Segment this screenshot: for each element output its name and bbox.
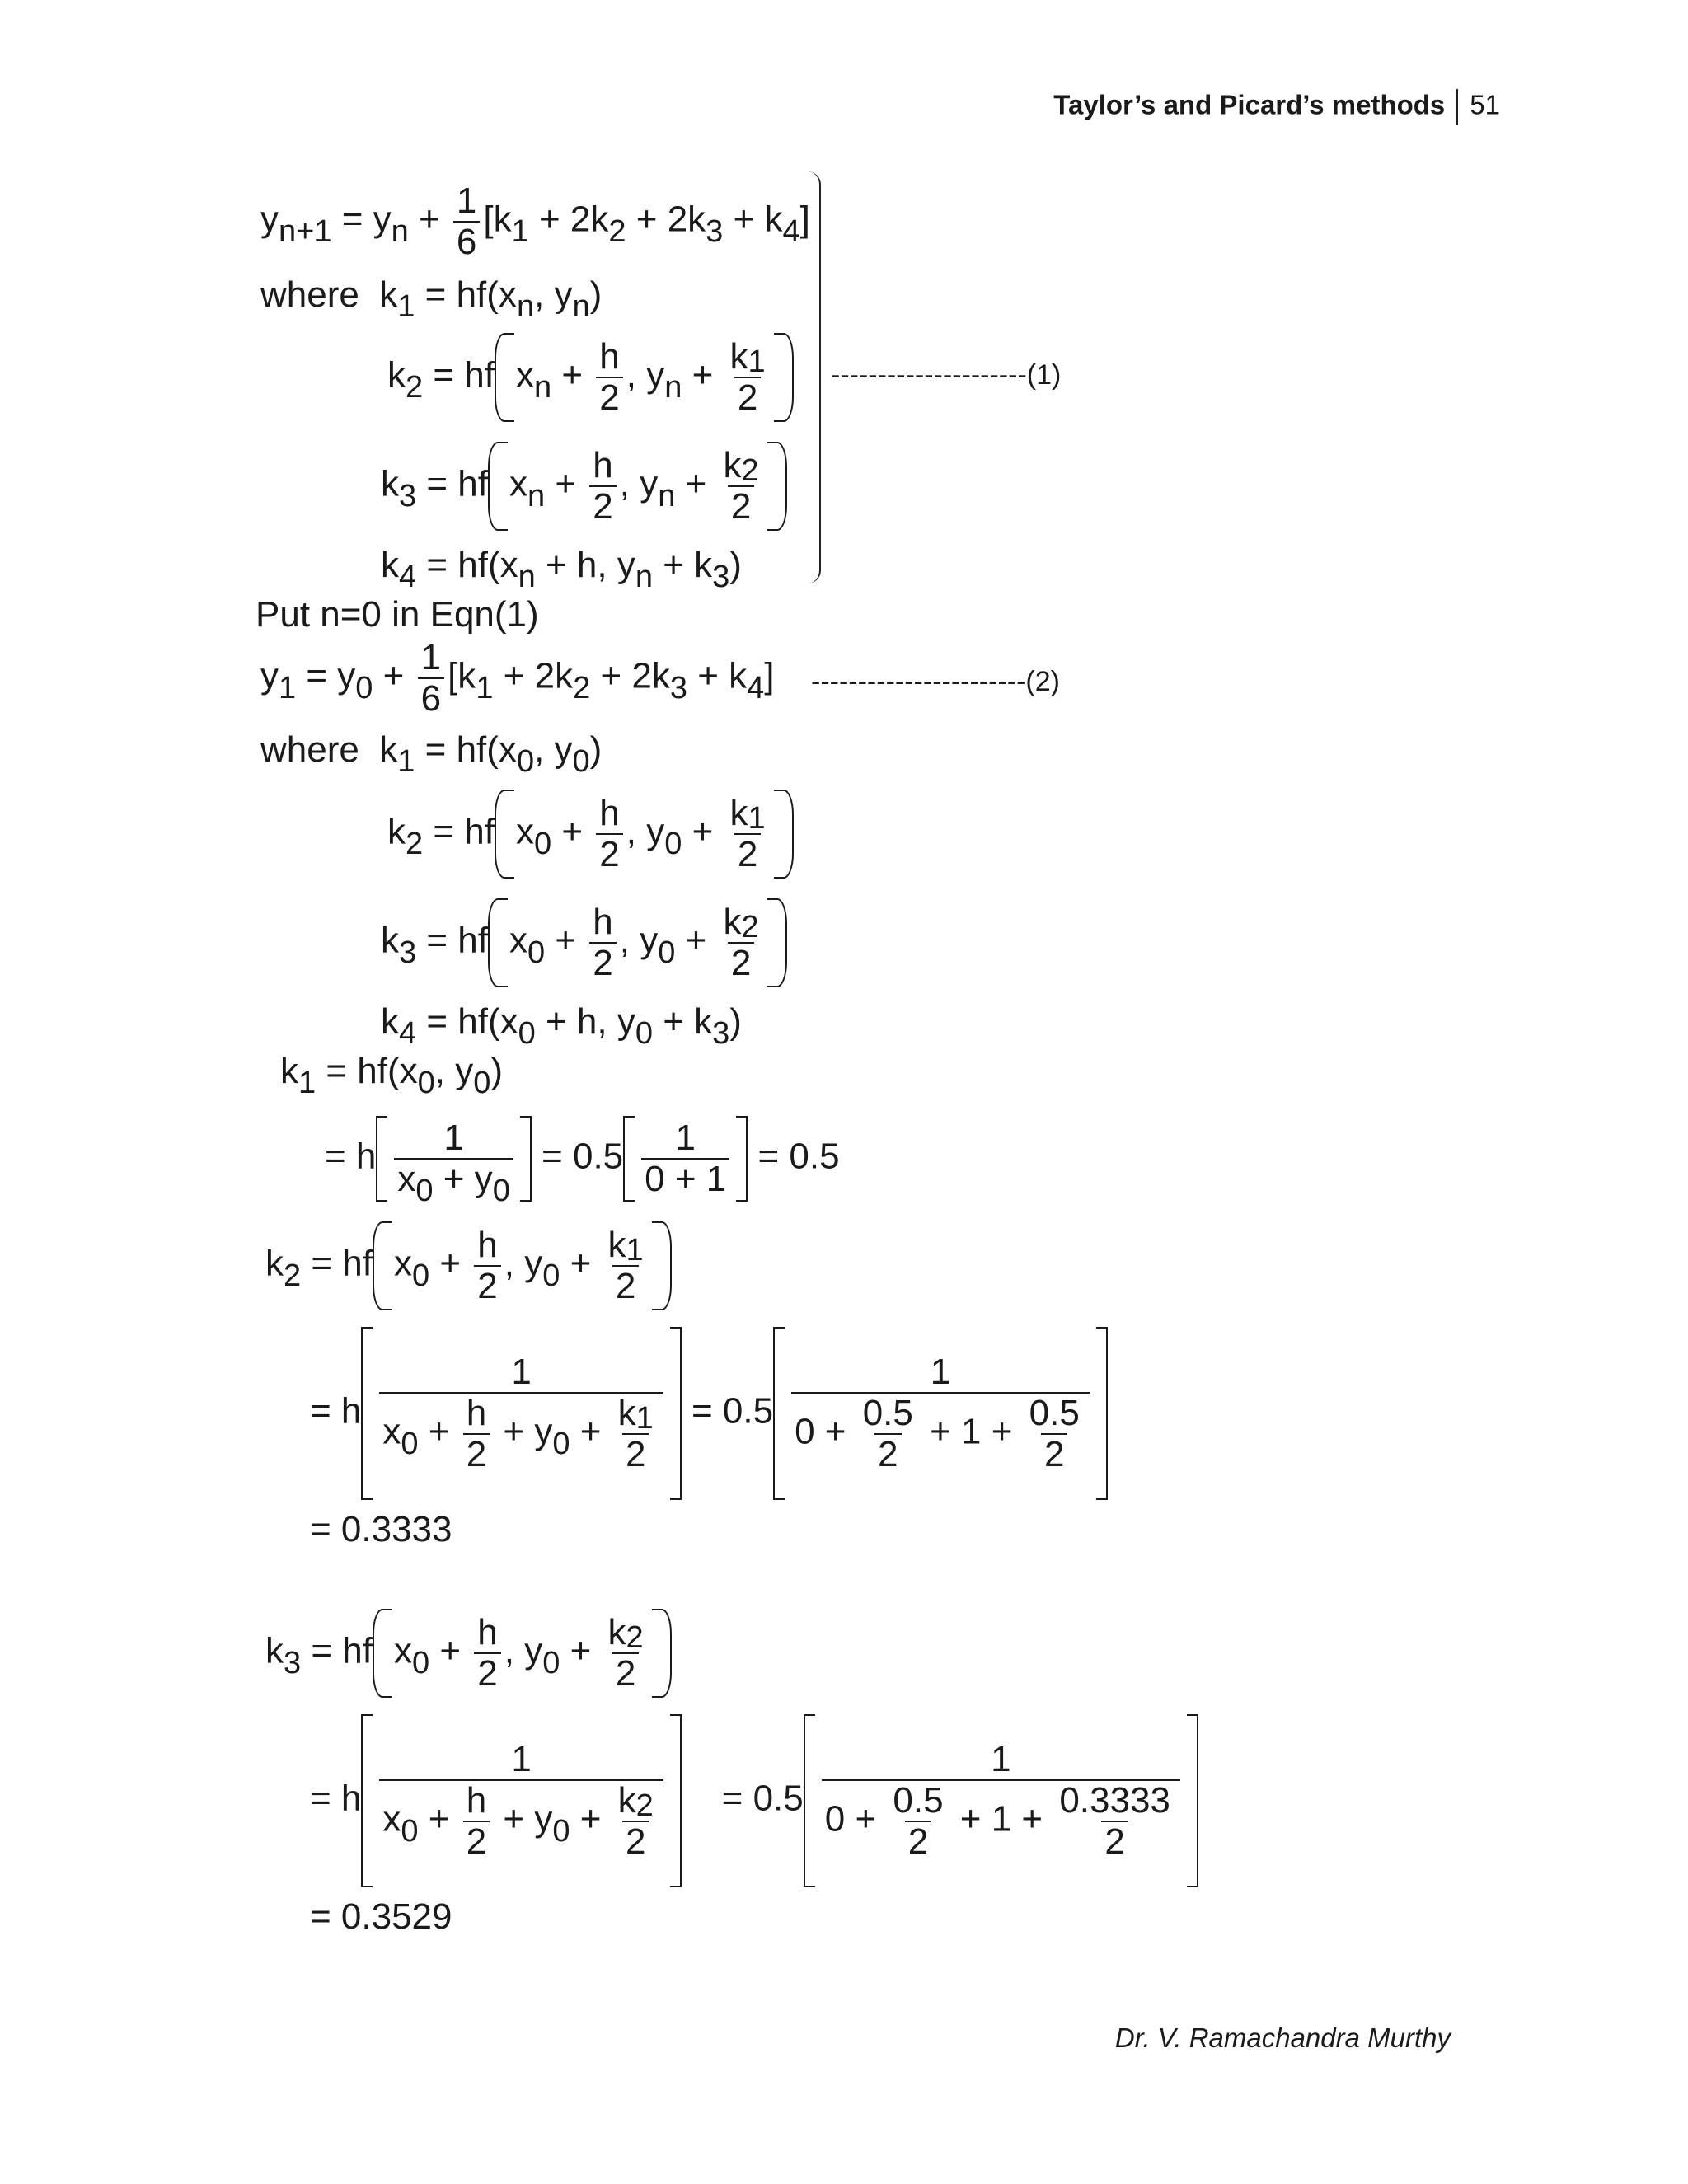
running-header: [989, 89, 1500, 125]
k2-evaluation: = h 1 x0 + $\frac{h}{2}$ + y0 + $\frac{k1}{2}$ = 0.5 1 0 + $\frac{0.5}{2}$ + 1 + $\frac{0.5}{2}$: [310, 1327, 1108, 1500]
k1-definition: k1 = hf(x0, y0): [280, 1051, 504, 1100]
k4-first-step: k4 = hf(x0 + h, y0 + k3): [381, 1001, 742, 1051]
page-number: 51: [1470, 89, 1500, 120]
where-label-2: where: [260, 729, 359, 770]
k2-result: = 0.3333: [310, 1509, 452, 1549]
k2-definition: k2 = hf x0 + $\frac{h}{2}$ , y0 + $\frac{k1}{2}$: [265, 1221, 672, 1310]
footer-author: Dr. V. Ramachandra Murthy: [1114, 2022, 1451, 2053]
put-n-zero-text: Put n=0 in Eqn(1): [256, 594, 539, 635]
k4-general: k4 = hf(xn + h, yn + k3): [381, 545, 742, 594]
equation-tag-1: ---------------------(1): [831, 359, 1062, 391]
k1-general: where k1 = hf(xn, yn): [260, 274, 603, 324]
k3-result: = 0.3529: [310, 1896, 452, 1937]
k3-definition: k3 = hf x0 + $\frac{h}{2}$ , y0 + $\frac{k2}{2}$: [265, 1609, 672, 1698]
k1-evaluation: = h $\frac{1}{x0 + y0}$ = 0.5 $\frac{1}{0 + 1}$ = 0.5: [325, 1118, 840, 1208]
k2-first-step: k2 = hf x0 + $\frac{h}{2}$ , y0 + $\frac{k1}{2}$: [387, 790, 794, 879]
k1-first-step: where k1 = hf(x0, y0): [260, 729, 603, 779]
k3-first-step: k3 = hf x0 + $\frac{h}{2}$ , y0 + $\frac{k2}{2}$: [381, 898, 787, 987]
system-brace: [808, 171, 821, 583]
k2-general: k2 = hf xn + $\frac{h}{2}$ , yn + $\frac{k1}{2}$: [387, 333, 794, 422]
k3-evaluation: = h 1 x0 + $\frac{h}{2}$ + y0 + $\frac{k2}{2}$ = 0.5 1 0 + $\frac{0.5}{2}$ + 1 + $\frac{0.3333}{2}$: [310, 1714, 1198, 1887]
k3-general: k3 = hf xn + $\frac{h}{2}$ , yn + $\frac{k2}{2}$: [381, 442, 787, 531]
rk-formula-general: yn+1 = yn + $\frac{1}{6}$ [k1 + 2k2 + 2k3 + k4]: [260, 180, 810, 262]
k1-result: = 0.5: [757, 1136, 840, 1177]
rk-formula-first-step: y1 = y0 + $\frac{1}{6}$ [k1 + 2k2 + 2k3 + k4]: [260, 637, 775, 719]
header-title: Taylor’s and Picard’s methods: [1053, 89, 1446, 120]
equation-tag-2: -----------------------(2): [811, 666, 1060, 697]
where-label: where: [260, 274, 359, 315]
